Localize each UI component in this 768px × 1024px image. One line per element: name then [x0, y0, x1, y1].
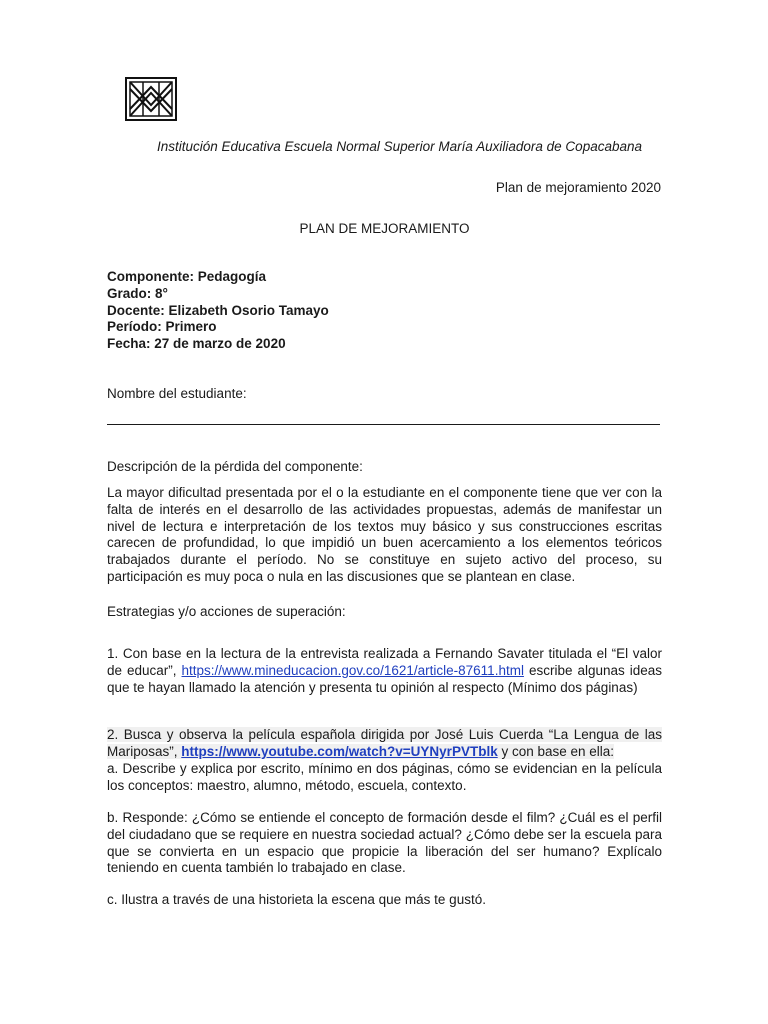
page-title: PLAN DE MEJORAMIENTO — [299, 221, 470, 236]
strategy-item-1-rest: escribe algunas ideas que te hayan llamado la atención y presenta tu opinión al respecto (Mínimo dos páginas) — [107, 662, 662, 695]
institution-name: Institución Educativa Escuela Normal Superior María Auxiliadora de Copacabana — [156, 139, 642, 154]
strategies-heading: Estrategias y/o acciones de superación: — [107, 604, 346, 619]
strategy-item-2-text: 2. Busca y observa la película española dirigida por José Luis Cuerda “La Lengua de las Mariposas”, — [107, 727, 662, 759]
student-name-label: Nombre del estudiante: — [107, 386, 247, 401]
mineducacion-link[interactable]: https://www.mineducacion.gov.co/1621/article-87611.html — [181, 662, 524, 678]
meta-componente: Componente: Pedagogía — [107, 269, 267, 284]
meta-block — [107, 269, 329, 353]
strategy-item-1-text: 1. Con base en la lectura de la entrevista realizada a Fernando Savater titulada el “El valor de educar”, — [107, 646, 662, 678]
plan-year: Plan de mejoramiento 2020 — [495, 180, 661, 195]
student-name-line — [107, 424, 660, 425]
school-logo — [125, 77, 177, 121]
strategy-item-2a: a. Describe y explica por escrito, mínimo en dos páginas, cómo se evidencian en la película los conceptos: maestro, alumno, método, escuela, contexto. — [107, 761, 662, 793]
meta-docente: Docente: Elizabeth Osorio Tamayo — [107, 302, 329, 318]
strategy-item-2c: c. Ilustra a través de una historieta la escena que más te gustó. — [107, 892, 486, 907]
strategy-item-2 — [107, 727, 662, 761]
strategy-item-1 — [107, 646, 662, 696]
description-body: La mayor dificultad presentada por el o la estudiante en el componente tiene que ver con la falta de interés en el desarrollo de las actividades propuestas, además de manifestar un nivel de lectura e interpretación de los textos muy básico y sus construcciones escritas carecen de profundidad, lo que impidió un buen acercamiento a los elementos teóricos trabajados durante el período. No se constituye en sujeto activo del proceso, su participación es muy poca o nula en las discusiones que se plantean en clase. — [107, 485, 662, 584]
meta-grado: Grado: 8° — [107, 285, 168, 301]
strategy-item-2b: b. Responde: ¿Cómo se entiende el concepto de formación desde el film? ¿Cuál es el perfil del ciudadano que se requiere en nuestra sociedad actual? ¿Cómo debe ser la escuela para que se convierta en un espacio que propicie la liberación del ser humano? Explícalo teniendo en cuenta también lo trabajado en clase. — [107, 810, 662, 876]
meta-periodo: Período: Primero — [107, 319, 217, 335]
description-heading: Descripción de la pérdida del componente: — [107, 459, 363, 474]
strategy-item-2-rest: y con base en ella: — [497, 743, 615, 759]
youtube-link[interactable]: https://www.youtube.com/watch?v=UYNyrPVTblk — [181, 743, 498, 759]
meta-fecha: Fecha: 27 de marzo de 2020 — [107, 336, 286, 352]
